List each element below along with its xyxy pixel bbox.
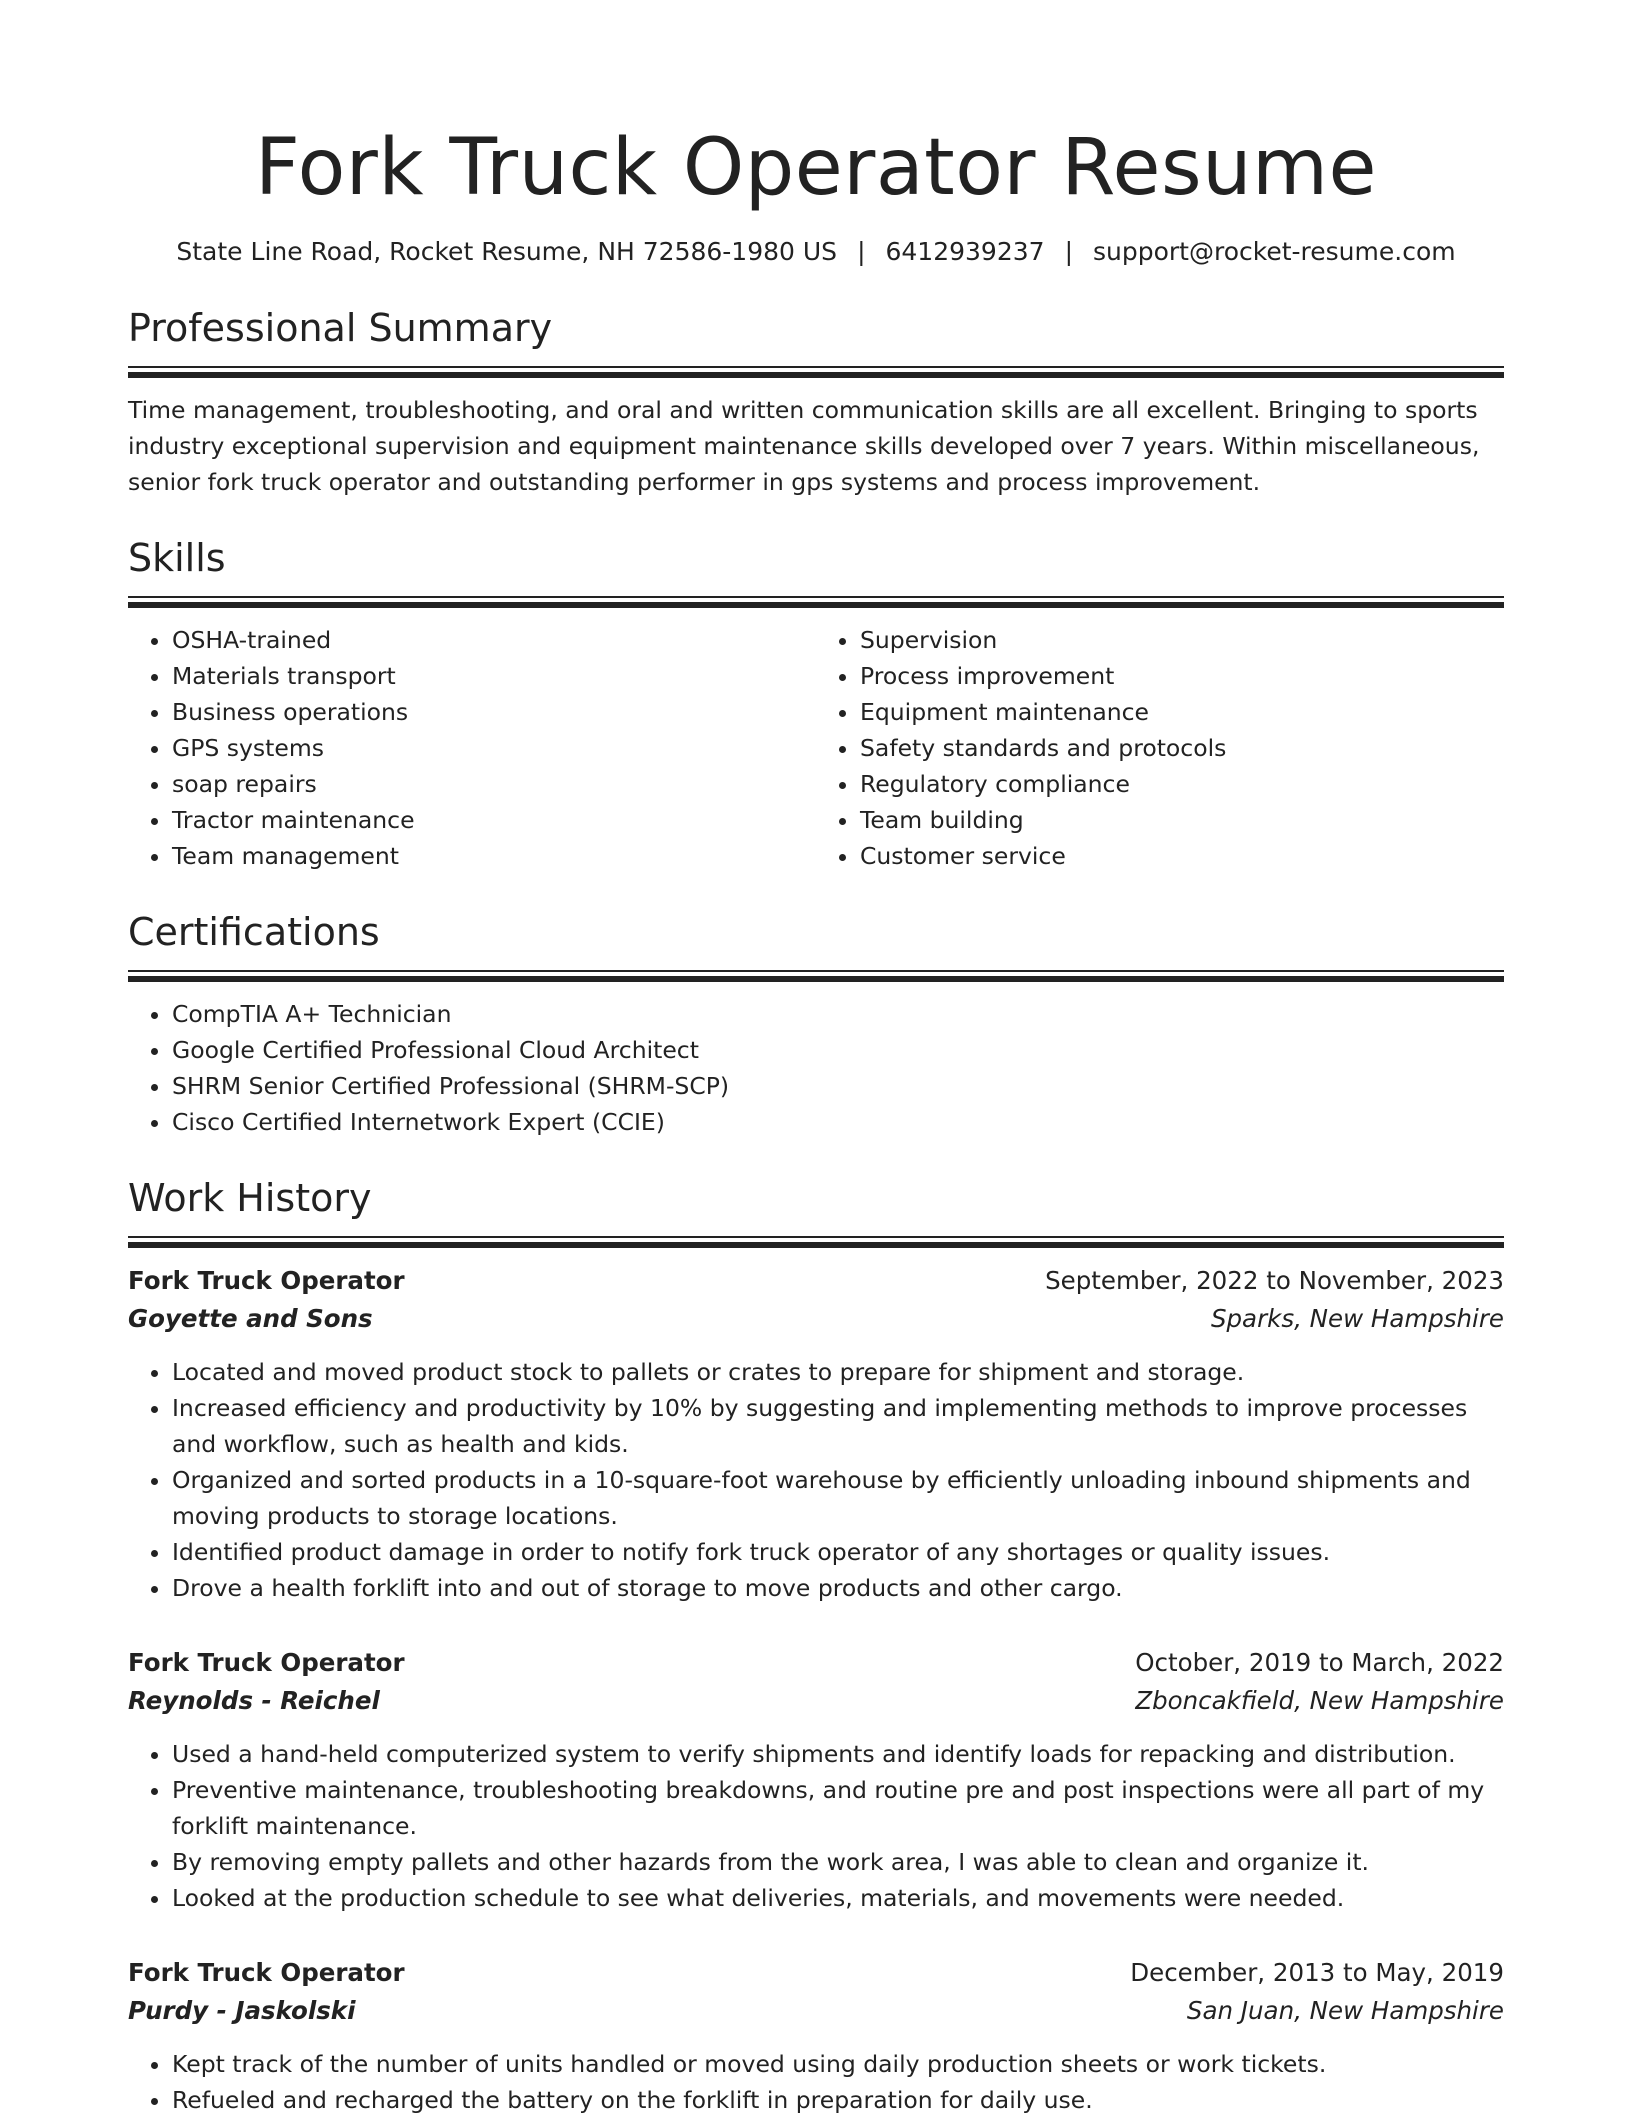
section-professional-summary <box>128 304 1504 500</box>
skills-list-left <box>128 622 816 874</box>
skill-item: • Business operations <box>172 694 816 730</box>
job-company: Reynolds - Reichel <box>128 1686 380 1715</box>
contact-line <box>128 234 1504 270</box>
skill-item: • Team management <box>172 838 816 874</box>
job-duties-list <box>128 1736 1504 1916</box>
certification-item: • Cisco Certified Internetwork Expert (CCIE) <box>172 1104 1504 1140</box>
contact-phone: 6412939237 <box>885 237 1045 266</box>
skill-item: • OSHA-trained <box>172 622 816 658</box>
section-divider <box>128 970 1504 982</box>
job-entry <box>128 1262 1504 1606</box>
section-heading: Work History <box>128 1176 372 1220</box>
job-company-row <box>128 1682 1504 1720</box>
resume-title: Fork Truck Operator Resume <box>254 123 1378 213</box>
certification-item: • SHRM Senior Certified Professional (SHRM-SCP) <box>172 1068 1504 1104</box>
section-heading: Professional Summary <box>128 306 553 350</box>
section-divider <box>128 1236 1504 1248</box>
job-duty: • Looked at the production schedule to see what deliveries, materials, and movements were needed. <box>172 1880 1504 1916</box>
skill-item: • Team building <box>860 802 1504 838</box>
job-header-row <box>128 1644 1504 1682</box>
skill-item: • Process improvement <box>860 658 1504 694</box>
summary-text: Time management, troubleshooting, and oral and written communication skills are all excellent. Bringing to sports industry exceptional supervision and equipment maintenance skills developed over 7 years. Within miscellaneous, senior fork truck operator and outstanding performer in gps systems and process improvement. <box>128 396 1480 496</box>
job-duty: • Located and moved product stock to pallets or crates to prepare for shipment and storage. <box>172 1354 1504 1390</box>
job-dates: October, 2019 to March, 2022 <box>1135 1648 1504 1677</box>
section-work-history <box>128 1174 1504 2118</box>
job-duty: • Organized and sorted products in a 10-square-foot warehouse by efficiently unloading inbound shipments and moving products to storage locations. <box>172 1462 1504 1534</box>
job-duty: • Preventive maintenance, troubleshooting breakdowns, and routine pre and post inspections were all part of my forklift maintenance. <box>172 1772 1504 1844</box>
job-duty: • Increased efficiency and productivity by 10% by suggesting and implementing methods to improve processes and workflow, such as health and kids. <box>172 1390 1504 1462</box>
job-dates: December, 2013 to May, 2019 <box>1130 1958 1504 1987</box>
job-location: Sparks, New Hampshire <box>1210 1304 1504 1333</box>
job-header-row <box>128 1954 1504 1992</box>
section-heading: Skills <box>128 536 226 580</box>
skill-item: • Safety standards and protocols <box>860 730 1504 766</box>
section-certifications <box>128 908 1504 1140</box>
job-location: San Juan, New Hampshire <box>1186 1996 1504 2025</box>
job-company: Purdy - Jaskolski <box>128 1996 356 2025</box>
skill-item: • GPS systems <box>172 730 816 766</box>
job-title: Fork Truck Operator <box>128 1266 405 1295</box>
certification-item: • CompTIA A+ Technician <box>172 996 1504 1032</box>
job-title: Fork Truck Operator <box>128 1648 405 1677</box>
section-divider <box>128 596 1504 608</box>
skill-item: • soap repairs <box>172 766 816 802</box>
job-entry <box>128 1954 1504 2118</box>
job-title: Fork Truck Operator <box>128 1958 405 1987</box>
job-location: Zboncakfield, New Hampshire <box>1135 1686 1504 1715</box>
section-skills <box>128 534 1504 874</box>
skills-list-right <box>816 622 1504 874</box>
job-company: Goyette and Sons <box>128 1304 373 1333</box>
skill-item: • Supervision <box>860 622 1504 658</box>
contact-address: State Line Road, Rocket Resume, NH 72586-1980 US <box>176 237 838 266</box>
job-duty: • By removing empty pallets and other hazards from the work area, I was able to clean and organize it. <box>172 1844 1504 1880</box>
section-heading: Certifications <box>128 910 380 954</box>
skills-grid <box>128 622 1504 874</box>
job-duty: • Identified product damage in order to notify fork truck operator of any shortages or quality issues. <box>172 1534 1504 1570</box>
job-entry <box>128 1644 1504 1916</box>
job-duty: • Drove a health forklift into and out of storage to move products and other cargo. <box>172 1570 1504 1606</box>
certification-item: • Google Certified Professional Cloud Architect <box>172 1032 1504 1068</box>
job-dates: September, 2022 to November, 2023 <box>1045 1266 1504 1295</box>
job-duty: • Kept track of the number of units handled or moved using daily production sheets or work tickets. <box>172 2046 1504 2082</box>
contact-separator: | <box>1064 237 1073 266</box>
job-duties-list <box>128 2046 1504 2118</box>
job-company-row <box>128 1300 1504 1338</box>
section-divider <box>128 366 1504 378</box>
skill-item: • Customer service <box>860 838 1504 874</box>
contact-email: support@rocket-resume.com <box>1093 237 1456 266</box>
job-duty: • Refueled and recharged the battery on the forklift in preparation for daily use. <box>172 2082 1504 2118</box>
job-company-row <box>128 1992 1504 2030</box>
job-duty: • Used a hand-held computerized system to verify shipments and identify loads for repacking and distribution. <box>172 1736 1504 1772</box>
contact-separator: | <box>857 237 866 266</box>
skill-item: • Tractor maintenance <box>172 802 816 838</box>
job-duties-list <box>128 1354 1504 1606</box>
certifications-list <box>128 996 1504 1140</box>
skill-item: • Regulatory compliance <box>860 766 1504 802</box>
skill-item: • Materials transport <box>172 658 816 694</box>
job-header-row <box>128 1262 1504 1300</box>
skill-item: • Equipment maintenance <box>860 694 1504 730</box>
